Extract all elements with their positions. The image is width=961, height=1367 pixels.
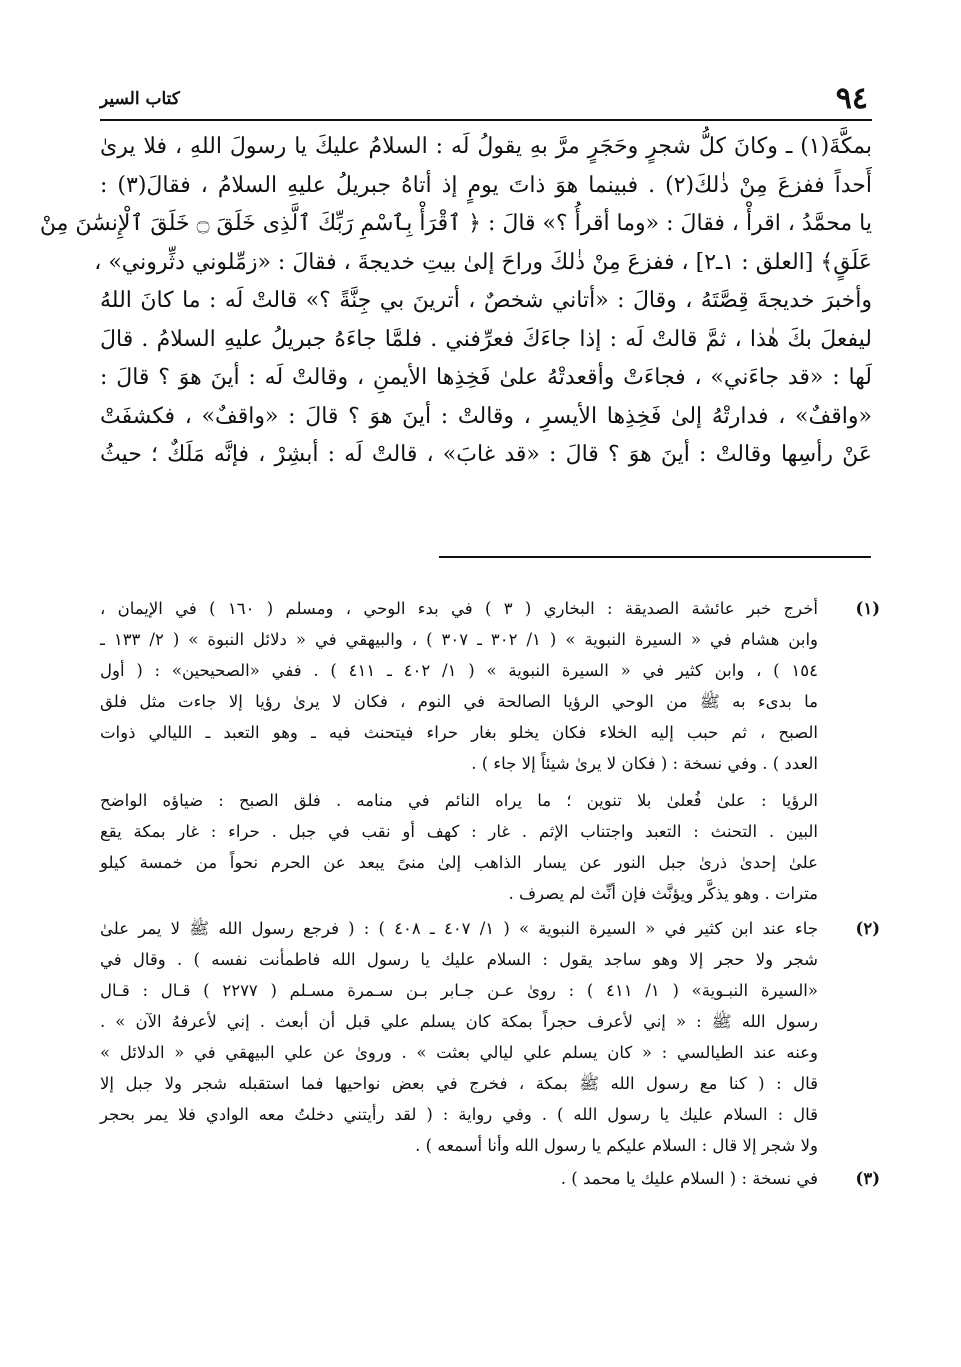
gloss-line: علىٰ إحدىٰ ذرىٰ جبل النور عن يسار الذاهب إلىٰ منىً يبعد عن الحرم نحواً من خمسة كيلو [100, 853, 818, 872]
footnote-3 [100, 1163, 880, 1194]
main-text-line: ليفعلَ بكَ هٰذا ، ثمَّ قالتْ لَه : إذا جاءَكَ فعرِّفني . فلمَّا جاءَهُ جبريلُ عليهِ السلامُ . قالَ [100, 326, 872, 352]
footnote-line: في نسخة : ( السلام عليك يا محمد ) . [560, 1169, 818, 1188]
footnote-1 [100, 593, 880, 779]
footnote-line: وابن هشام في « السيرة النبوية » ( ١/ ٣٠٢ ـ ٣٠٧ ) ، والبيهقي في « دلائل النبوة » ( ٢/ ١٣٣ ـ [100, 630, 818, 649]
running-title: كتاب السير [100, 89, 180, 109]
header-rule [100, 119, 872, 121]
footnote-line: العدد ) . وفي نسخة : ( فكان لا يرىٰ شيئاً إلا جاء ) . [471, 754, 818, 773]
main-text-line: وأخبرَ خديجةَ قِصَّتَهُ ، وقالَ : «أتاني شخصٌ ، أترينَ بي جِنَّةً ؟» قالتْ لَه : ما كانَ اللهُ [100, 288, 872, 313]
footnote-line: «السيرة النبـوية» ( ١/ ٤١١ ) : روىٰ عـن جـابر بـن سـمرة مسـلم ( ٢٢٧٧ ) قـال : قـال [100, 981, 818, 1000]
page-header [100, 80, 870, 118]
footnote-line: ما بدىء به ﷺ من الوحي الرؤيا الصالحة في النوم ، فكان لا يرىٰ رؤيا إلا جاءت مثل فلق [100, 692, 818, 711]
footnote-line: الصبح ، ثم حبب إليه الخلاء فكان يخلو بغار حراء فيتحنث فيه ـ وهو التعبد ـ الليالي ذوات [100, 723, 818, 742]
footnote-line: رسول الله ﷺ : « إني لأعرف حجراً بمكة كان يسلم علي قبل أن أبعث . إني لأعرفهُ الآن » . [100, 1012, 818, 1031]
main-text-line: بمكَّةَ(١) ـ وكانَ كلُّ شجرٍ وحَجَرٍ مرَّ بهِ يقولُ لَه : السلامُ عليكَ يا رسولَ اللهِ ، فلا يرىٰ [100, 134, 872, 159]
footnote-line: جاء عند ابن كثير في « السيرة النبوية » ( ١/ ٤٠٧ ـ ٤٠٨ ) : ( فرجع رسول الله ﷺ لا يمر علىٰ [100, 919, 819, 938]
footnote-line: شجر ولا حجر إلا وهو ساجد يقول : السلام عليك يا رسول الله فاطمأنت نفسه ) . وقال في [100, 950, 818, 969]
footnotes [100, 593, 880, 1196]
main-text-line: عَنْ رأسِها وقالتْ : أينَ هوَ ؟ قالَ : «قد غابَ» ، قالتْ لَه : أبشِرْ ، فإنَّه مَلَكٌ ؛ حيثُ [100, 442, 872, 467]
gloss-line: البين . التحنث : التعبد واجتناب الإثم . غار : كهف أو نقب في جبل . حراء : غار بمكة يقع [100, 822, 818, 841]
footnote-line: قال : ( كنا مع رسول الله ﷺ بمكة ، فخرج في بعض نواحيها فما استقبله شجر ولا جبل إلا [100, 1074, 818, 1093]
footnote-number: (١) [855, 599, 880, 618]
vocabulary-gloss [100, 785, 880, 909]
gloss-line: مترات . وهو يذكَّر ويؤنَّث فإن أنِّث لم يصرف . [508, 884, 818, 903]
footnote-separator [439, 556, 871, 558]
footnote-number: (٣) [855, 1169, 880, 1188]
footnote-line: أخرج خبر عائشة الصديقة : البخاري ( ٣ ) في بدء الوحي ، ومسلم ( ١٦٠ ) في الإيمان ، [100, 599, 818, 618]
footnote-2 [100, 913, 880, 1161]
main-text-line: أَحداً ففزعَ مِنْ ذٰلكَ(٢) . فبينما هوَ ذاتَ يومٍ إذ أتاهُ جبريلُ عليهِ السلامُ ، فقالَ(٣) : [100, 172, 872, 198]
page-number: ٩٤ [835, 81, 868, 116]
footnote-line: ولا شجر إلا قال : السلام عليكم يا رسول الله وأنا أسمعه ) . [415, 1136, 818, 1155]
gloss-line: الرؤيا : علىٰ فُعلىٰ بلا تنوين ؛ ما يراه النائم في منامه . فلق الصبح : ضياؤه الواضح [100, 791, 818, 810]
main-text-line: لَها : «قد جاءَني» ، فجاءَتْ وأقعدتْهُ علىٰ فَخِذِها الأيمنِ ، وقالتْ لَه : أينَ هوَ ؟ قالَ : [100, 365, 872, 390]
main-text-line: عَلَقٍ﴾ [العلق : ١ـ٢] ، ففزعَ مِنْ ذٰلكَ وراحَ إلىٰ بيتِ خديجةَ ، فقالَ : «زمِّلوني دثِّروني» ، [94, 249, 872, 275]
main-text-line: «واقفٌ» ، فدارتْهُ إلىٰ فَخِذِها الأيسرِ ، وقالتْ : أينَ هوَ ؟ قالَ : «واقفٌ» ، فكشفَتْ [100, 403, 872, 429]
footnote-line: ١٥٤ ) ، وابن كثير في « السيرة النبوية » ( ١/ ٤٠٢ ـ ٤١١ ) . ففي «الصحيحين» : ( أول [100, 661, 819, 680]
footnote-line: قال : السلام عليك يا رسول الله ) . وفي رواية : ( لقد رأيتني دخلتُ معه الوادي فلا يمر بحجر [100, 1105, 818, 1124]
main-text [39, 128, 872, 475]
footnote-line: وعنه عند الطيالسي : « كان يسلم علي ليالي بعثت » . وروىٰ عن علي البيهقي في « الدلائل » [100, 1043, 818, 1062]
main-text-line: يا محمَّدُ ، اقرأْ ، فقالَ : «وما أقرأُ ؟» قالَ : ﴿ ٱقْرَأْ بِٱسْمِ رَبِّكَ ٱلَّذِى خَلَقَ ۝ خَلَقَ ٱلْإِنسَٰنَ مِنْ [39, 211, 872, 236]
footnote-number: (٢) [855, 919, 880, 938]
